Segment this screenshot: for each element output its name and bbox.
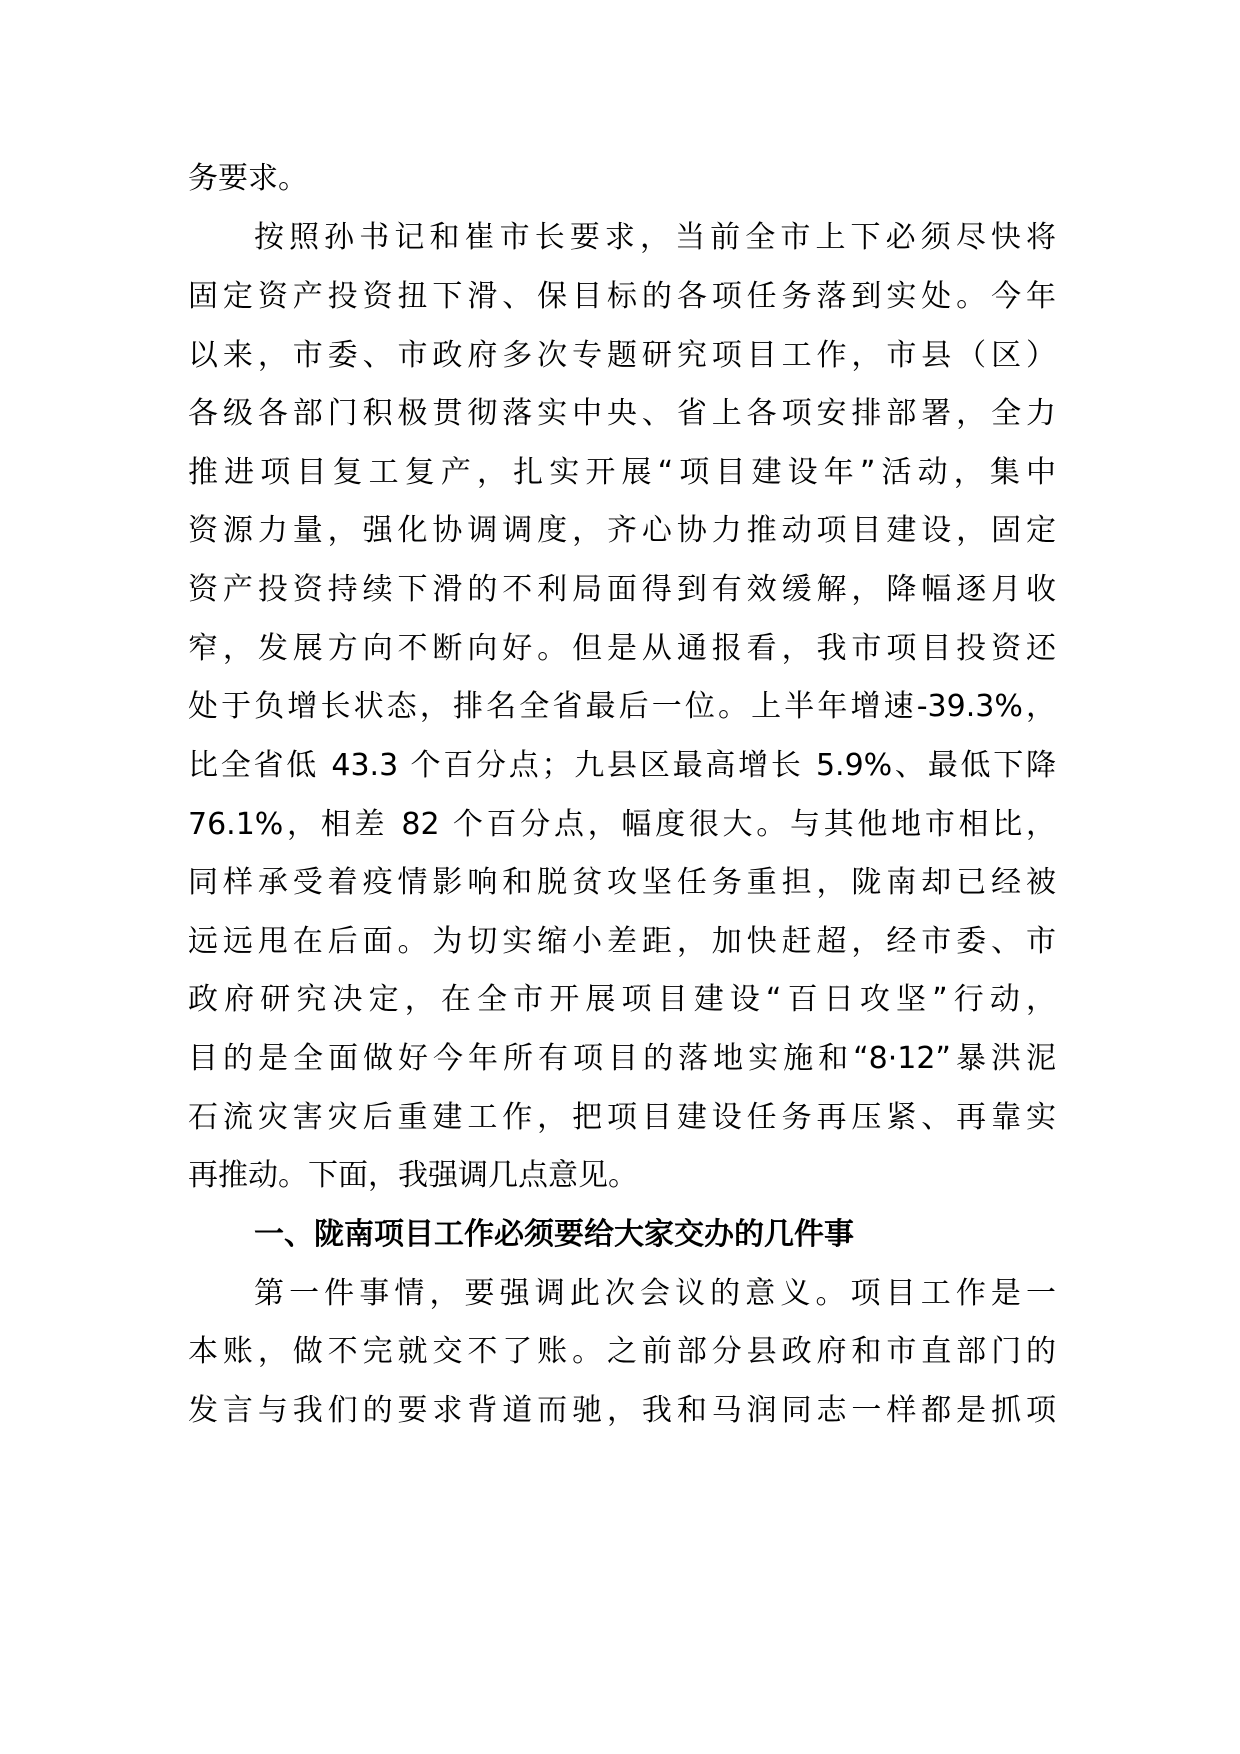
section-heading: 一、陇南项目工作必须要给大家交办的几件事 xyxy=(254,1217,854,1252)
text-line: 同样承受着疫情影响和脱贫攻坚任务重担，陇南却已经被 xyxy=(188,865,1056,900)
text-line: 处于负增长状态，排名全省最后一位。上半年增速-39.3%， xyxy=(188,689,1056,724)
text-line: 按照孙书记和崔市长要求，当前全市上下必须尽快将 xyxy=(254,220,1056,255)
text-line: 比全省低 43.3 个百分点；九县区最高增长 5.9%、最低下降 xyxy=(188,748,1056,783)
text-line: 第一件事情，要强调此次会议的意义。项目工作是一 xyxy=(254,1276,1056,1311)
text-line: 政府研究决定，在全市开展项目建设“百日攻坚”行动， xyxy=(188,982,1056,1017)
text-line: 再推动。下面，我强调几点意见。 xyxy=(188,1158,638,1193)
text-line: 推进项目复工复产，扎实开展“项目建设年”活动，集中 xyxy=(188,455,1056,490)
text-line: 资产投资持续下滑的不利局面得到有效缓解，降幅逐月收 xyxy=(188,572,1056,607)
text-line: 务要求。 xyxy=(188,161,308,196)
text-line: 窄，发展方向不断向好。但是从通报看，我市项目投资还 xyxy=(188,631,1056,666)
text-line: 石流灾害灾后重建工作，把项目建设任务再压紧、再靠实 xyxy=(188,1100,1056,1135)
text-line: 76.1%，相差 82 个百分点，幅度很大。与其他地市相比， xyxy=(188,807,1056,842)
text-line: 固定资产投资扭下滑、保目标的各项任务落到实处。今年 xyxy=(188,279,1056,314)
text-line: 本账，做不完就交不了账。之前部分县政府和市直部门的 xyxy=(188,1334,1056,1369)
text-line: 目的是全面做好今年所有项目的落地实施和“8·12”暴洪泥 xyxy=(188,1041,1056,1076)
text-line: 发言与我们的要求背道而驰，我和马润同志一样都是抓项 xyxy=(188,1393,1056,1428)
text-line: 资源力量，强化协调调度，齐心协力推动项目建设，固定 xyxy=(188,513,1056,548)
text-line: 各级各部门积极贯彻落实中央、省上各项安排部署，全力 xyxy=(188,396,1056,431)
text-line: 远远甩在后面。为切实缩小差距，加快赶超，经市委、市 xyxy=(188,924,1056,959)
text-line: 以来，市委、市政府多次专题研究项目工作，市县（区） xyxy=(188,338,1056,373)
